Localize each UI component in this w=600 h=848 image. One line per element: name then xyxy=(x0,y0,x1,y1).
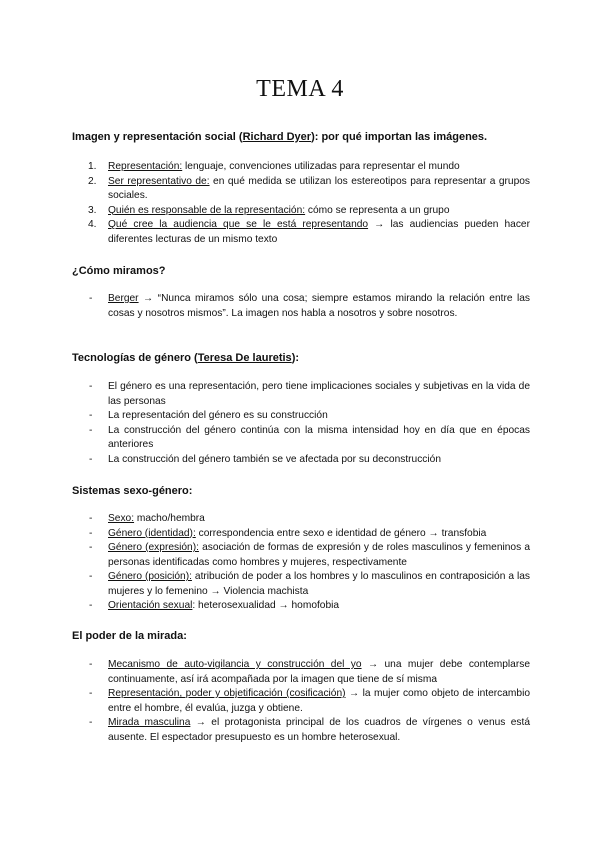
term: Quién es responsable de la representación: xyxy=(108,204,306,216)
section-heading-tecnologias xyxy=(72,352,299,364)
term: Orientación sexual xyxy=(108,600,193,611)
list-item: - Género (identidad): correspondencia entre sexo e identidad de género → transfobia xyxy=(89,527,487,539)
list-item: - Orientación sexual: heterosexualidad → homofobia xyxy=(89,600,340,611)
section-heading-poder-mirada: El poder de la mirada: xyxy=(72,630,187,642)
list-item: - Género (posición): atribución de poder a los hombres y lo masculinos en contraposición a las mujeres y lo femenino → Violencia machista xyxy=(89,571,530,597)
list-item: - Sexo: macho/hembra xyxy=(89,513,205,524)
list-item: 3. Quién es responsable de la representación: cómo se representa a un grupo xyxy=(88,204,450,216)
list-item: - La construcción del género también se ve afectada por su deconstrucción xyxy=(89,453,441,465)
term: Sexo: xyxy=(108,513,135,524)
list-item: - Mecanismo de auto-vigilancia y construcción del yo → una mujer debe contemplarse continuamente, así irá acompañada por la imagen que tiene de sí misma xyxy=(89,659,530,685)
term: Mirada masculina xyxy=(108,717,191,728)
heading-text: Imagen y representación social ( xyxy=(72,131,243,143)
list-item: 2. Ser representativo de: en qué medida se utilizan los estereotipos para representar a grupos sociales. xyxy=(88,175,531,201)
list-item: - Representación, poder y objetificación (cosificación) → la mujer como objeto de intercambio entre el hombre, él evalúa, juzga y obtiene. xyxy=(89,688,531,714)
term: Representación: xyxy=(108,161,183,172)
term: Berger xyxy=(108,293,139,304)
term: Género (posición): xyxy=(108,571,192,582)
heading-author: Richard Dyer xyxy=(242,131,312,143)
heading-text: ): por qué importan las imágenes. xyxy=(311,131,488,143)
heading-author: Teresa De lauretis xyxy=(197,352,292,364)
bullet-list-berger xyxy=(72,292,530,321)
list-item: - La construcción del género continúa con la misma intensidad hoy en día que en épocas anteriores xyxy=(89,424,530,450)
term: Género (identidad): xyxy=(108,527,196,539)
bullet-list-mirada xyxy=(72,658,530,745)
term: Representación, poder y objetificación (cosificación) xyxy=(108,688,346,699)
section-heading-imagen xyxy=(72,131,487,143)
numbered-list-representacion xyxy=(72,160,530,247)
section-heading-sistemas: Sistemas sexo-género: xyxy=(72,485,193,497)
list-item: 4. Qué cree la audiencia que se le está representando → las audiencias pueden hacer diferentes lecturas de un mismo texto xyxy=(88,219,530,245)
document-title: TEMA 4 xyxy=(256,76,344,102)
list-item: - La representación del género es su construcción xyxy=(89,410,328,421)
term: Ser representativo de: xyxy=(108,175,210,187)
list-item: - Mirada masculina → el protagonista principal de los cuadros de vírgenes o venus está ausente. El espectador presupuesto es un hombre heterosexual. xyxy=(89,717,530,743)
heading-text: ): xyxy=(291,352,300,364)
list-item: - Berger → “Nunca miramos sólo una cosa; siempre estamos mirando la relación entre las cosas y nosotros mismos”. La imagen nos habla a nosotros y sobre nosotros. xyxy=(89,293,530,319)
list-item: - Género (expresión): asociación de formas de expresión y de roles masculinos y femeninos a personas identificadas como hombres y mujeres, respectivamente xyxy=(89,542,530,568)
bullet-list-sistemas xyxy=(72,512,530,614)
list-item: - El género es una representación, pero tiene implicaciones sociales y subjetivas en la vida de las personas xyxy=(89,381,530,407)
heading-text: Tecnologías de género ( xyxy=(72,352,198,364)
section-heading-como-miramos: ¿Cómo miramos? xyxy=(72,265,166,277)
term: Mecanismo de auto-vigilancia y construcción del yo xyxy=(108,659,362,670)
term: Género (expresión): xyxy=(108,542,199,553)
list-item: 1. Representación: lenguaje, convenciones utilizadas para representar el mundo xyxy=(88,161,460,172)
term: Qué cree la audiencia que se le está representando xyxy=(108,219,369,230)
bullet-list-tecnologias xyxy=(72,380,530,467)
